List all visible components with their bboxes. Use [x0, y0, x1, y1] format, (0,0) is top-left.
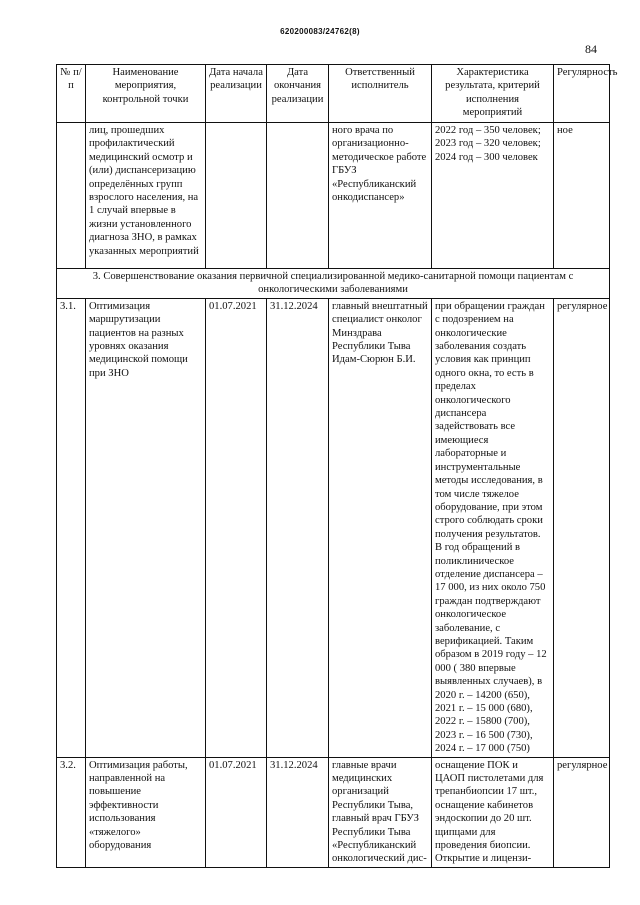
header-start: Дата начала реализации	[206, 65, 267, 123]
cell-start: 01.07.2021	[206, 298, 267, 757]
cell-responsible: ного врача по организационно-методическое работе ГБУЗ «Республиканский онкодиспансер»	[329, 123, 432, 269]
cell-responsible: главные врачи медицинских организаций Республики Тыва, главный врач ГБУЗ Республики Тыва «Республиканский онкологический дис-	[329, 757, 432, 867]
header-num: № п/п	[57, 65, 86, 123]
header-regularity: Регулярность	[554, 65, 610, 123]
cell-characteristic: оснащение ПОК и ЦАОП пистолетами для трепанбиопсии 17 шт., оснащение кабинетов эндоскопии до 20 шт. щипцами для проведения биопсии. Открытие и лицензи-	[432, 757, 554, 867]
cell-characteristic: при обращении граждан с подозрением на онкологические заболевания создать условия как принцип одного окна, то есть в пределах онкологического диспансера задействовать все имеющиеся лабораторные и инструментальные методы исследования, в том числе тяжелое оборудование, при этом строго соблюдать сроки получения результатов. В год обращений в поликлиническое отделение диспансера – 17 000, из них около 750 граждан подтверждают онкологическое заболевание, с верификацией. Таким образом в 2019 году – 12 000 ( 380 впервые выявленных случаев), в 2020 г. – 14200 (650), 2021 г. – 15 000 (680), 2022 г. – 15800 (700), 2023 г. – 16 500 (730), 2024 г. – 17 000 (750)	[432, 298, 554, 757]
table-row-continued	[57, 123, 610, 269]
cell-responsible: главный внештатный специалист онколог Минздрава Республики Тыва Идам-Сюрюн Б.И.	[329, 298, 432, 757]
cell-regularity: регулярное	[554, 298, 610, 757]
section-title: 3. Совершенствование оказания первичной специализированной медико-санитарной помощи пациентам с онкологическими заболеваниями	[57, 269, 610, 299]
cell-start: 01.07.2021	[206, 757, 267, 867]
plan-table	[56, 64, 618, 868]
document-number: 620200083/24762(8)	[280, 27, 360, 36]
table-header-row	[57, 65, 610, 123]
cell-regularity: регулярное	[554, 757, 610, 867]
cell-start	[206, 123, 267, 269]
header-characteristic: Характеристика результата, критерий исполнения мероприятий	[432, 65, 554, 123]
page-number: 84	[585, 42, 597, 56]
cell-name: Оптимизация маршрутизации пациентов на разных уровнях оказания медицинской помощи при ЗНО	[86, 298, 206, 757]
cell-num: 3.2.	[57, 757, 86, 867]
cell-end: 31.12.2024	[267, 757, 329, 867]
header-responsible: Ответственный исполнитель	[329, 65, 432, 123]
table-row	[57, 757, 610, 867]
cell-end: 31.12.2024	[267, 298, 329, 757]
cell-name: лиц, прошедших профилактический медицинский осмотр и (или) диспансеризацию определённых групп взрослого населения, на 1 случай впервые в жизни установленного диагноза ЗНО, в рамках указанных мероприятий	[86, 123, 206, 269]
header-name: Наименование мероприятия, контрольной точки	[86, 65, 206, 123]
cell-num	[57, 123, 86, 269]
table-row	[57, 298, 610, 757]
cell-end	[267, 123, 329, 269]
cell-name: Оптимизация работы, направленной на повышение эффективности использования «тяжелого» оборудования	[86, 757, 206, 867]
header-end: Дата окончания реализации	[267, 65, 329, 123]
cell-characteristic: 2022 год – 350 человек; 2023 год – 320 человек; 2024 год – 300 человек	[432, 123, 554, 269]
section-heading-row	[57, 269, 610, 299]
cell-num: 3.1.	[57, 298, 86, 757]
cell-regularity: ное	[554, 123, 610, 269]
